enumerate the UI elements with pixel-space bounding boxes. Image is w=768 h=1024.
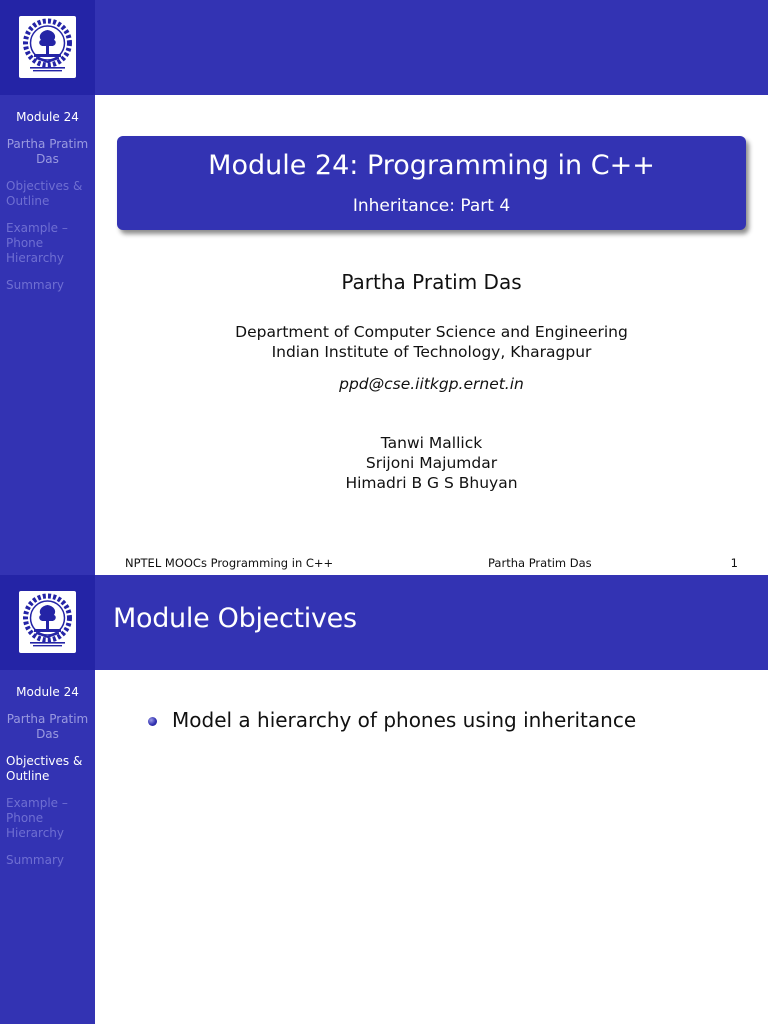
affiliation [95, 322, 768, 362]
nav-item-module[interactable]: Module 24 [16, 685, 79, 699]
iit-emblem-graphic [19, 16, 76, 78]
ball-bullet-icon [148, 717, 157, 726]
logo-panel [0, 0, 95, 95]
institute: Indian Institute of Technology, Kharagpur [271, 343, 592, 361]
contributors [95, 433, 768, 493]
logo-panel [0, 575, 95, 670]
footer-course: NPTEL MOOCs Programming in C++ [125, 556, 334, 570]
nav-item-objectives[interactable]: Objectives & Outline [6, 754, 83, 783]
bullet-text: Model a hierarchy of phones using inheritance [172, 708, 637, 732]
slide-title: Module 24: Programming in C++ [208, 150, 655, 181]
footer-author: Partha Pratim Das [488, 556, 592, 570]
nav-item-module[interactable]: Module 24 [16, 110, 79, 124]
nav-item-example[interactable]: Example – Phone Hierarchy [6, 221, 68, 265]
iit-logo-icon [19, 16, 76, 78]
contributor: Himadri B G S Bhuyan [345, 474, 518, 492]
author-email: ppd@cse.iitkgp.ernet.in [339, 375, 524, 393]
nav-item-author[interactable]: Partha Pratim Das [6, 712, 89, 741]
sidebar-nav [0, 110, 95, 305]
nav-item-summary[interactable]: Summary [6, 853, 64, 867]
nav-item-objectives[interactable]: Objectives & Outline [6, 179, 83, 208]
iit-logo-icon [19, 591, 76, 653]
contributor: Srijoni Majumdar [365, 454, 498, 472]
contributor: Tanwi Mallick [380, 434, 483, 452]
title-block [117, 136, 746, 230]
header-bar [95, 0, 768, 95]
sidebar-nav [0, 685, 95, 880]
slide-subtitle: Inheritance: Part 4 [352, 196, 511, 216]
page-number: 1 [730, 556, 738, 570]
iit-emblem-graphic [19, 591, 76, 653]
author-name: Partha Pratim Das [341, 270, 522, 294]
header-bar [95, 575, 768, 670]
sidebar [0, 575, 95, 1024]
frame-title: Module Objectives [113, 603, 357, 634]
nav-item-example[interactable]: Example – Phone Hierarchy [6, 796, 68, 840]
nav-item-summary[interactable]: Summary [6, 278, 64, 292]
nav-item-author[interactable]: Partha Pratim Das [6, 137, 89, 166]
footer [95, 556, 768, 570]
objectives-slide [0, 575, 768, 1024]
department: Department of Computer Science and Engineering [235, 323, 628, 341]
sidebar [0, 0, 95, 575]
